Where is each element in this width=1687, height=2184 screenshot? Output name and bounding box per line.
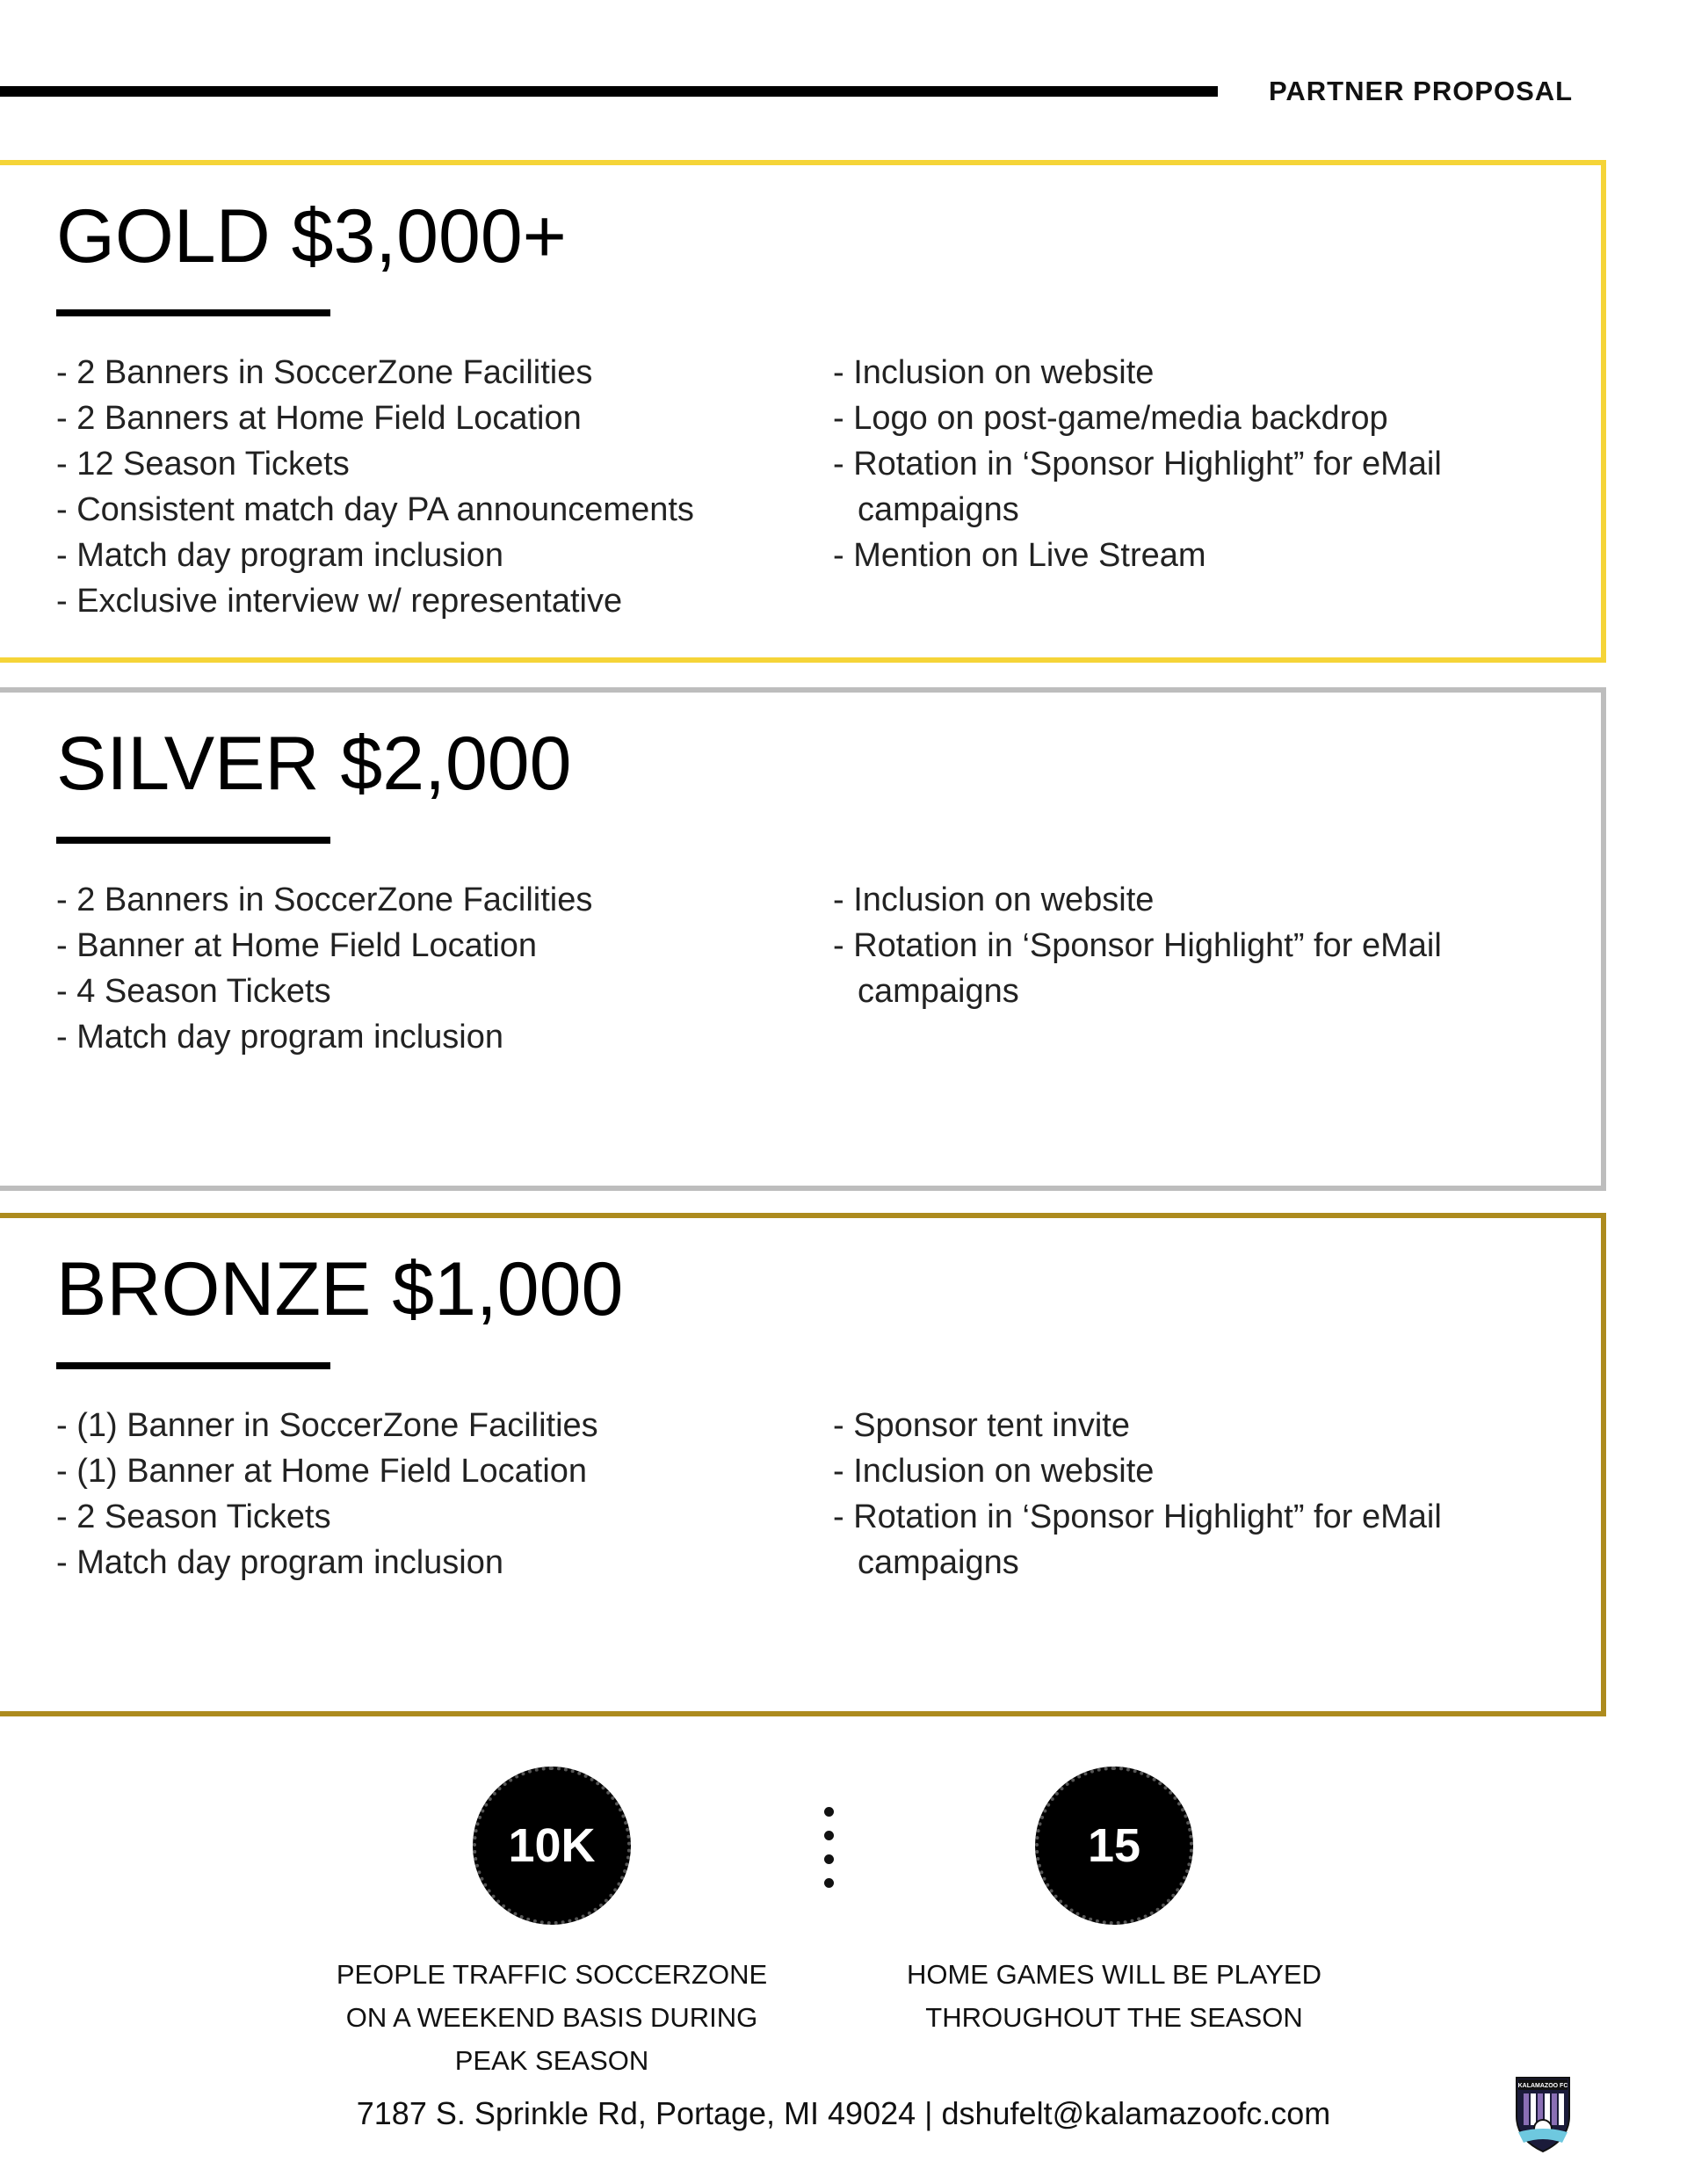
benefit-item: - (1) Banner in SoccerZone Facilities xyxy=(56,1407,598,1444)
bronze-tier-title: BRONZE $1,000 xyxy=(56,1247,624,1331)
benefit-item: - 2 Banners in SoccerZone Facilities xyxy=(56,354,593,391)
benefit-item: - 2 Season Tickets xyxy=(56,1498,331,1535)
club-crest-icon xyxy=(1511,2074,1575,2155)
silver-benefits-left xyxy=(56,877,777,1060)
crest-lettering: KALAMAZOO FC xyxy=(1517,2083,1568,2089)
benefit-item: - Match day program inclusion xyxy=(56,1019,503,1056)
benefit-item: - Match day program inclusion xyxy=(56,537,503,574)
benefit-item: - Rotation in ‘Sponsor Highlight” for eMail campaigns xyxy=(833,927,1442,1010)
title-underline xyxy=(56,837,330,844)
header-rule xyxy=(0,86,1218,97)
bronze-benefits-left xyxy=(56,1403,777,1585)
benefit-item: - Banner at Home Field Location xyxy=(56,927,538,964)
benefit-item: - Rotation in ‘Sponsor Highlight” for eMail campaigns xyxy=(833,1498,1442,1581)
benefit-item: - 2 Banners in SoccerZone Facilities xyxy=(56,882,593,918)
silver-tier-panel xyxy=(0,687,1606,1191)
title-underline xyxy=(56,1362,330,1369)
benefit-item: - Match day program inclusion xyxy=(56,1544,503,1581)
footer-contact: 7187 S. Sprinkle Rd, Portage, MI 49024 | dshufelt@kalamazoofc.com xyxy=(356,2095,1331,2131)
benefit-item: - Inclusion on website xyxy=(833,354,1155,391)
benefit-item: - Sponsor tent invite xyxy=(833,1407,1130,1444)
benefit-item: - Inclusion on website xyxy=(833,882,1155,918)
benefit-item: - Consistent match day PA announcements xyxy=(56,491,694,528)
gold-tier-title: GOLD $3,000+ xyxy=(56,194,567,279)
benefit-item: - Exclusive interview w/ representative xyxy=(56,583,623,620)
stat-badge-visitors: 10K xyxy=(473,1767,631,1925)
benefit-item: - 2 Banners at Home Field Location xyxy=(56,400,582,437)
gold-benefits-right xyxy=(833,350,1589,578)
stat-badge-home-games: 15 xyxy=(1035,1767,1193,1925)
silver-tier-title: SILVER $2,000 xyxy=(56,722,572,806)
bronze-benefits-right xyxy=(833,1403,1589,1585)
document-label: PARTNER PROPOSAL xyxy=(1269,76,1574,106)
bronze-tier-panel xyxy=(0,1213,1606,1716)
benefit-item: - (1) Banner at Home Field Location xyxy=(56,1453,588,1490)
dotted-divider xyxy=(824,1807,836,1902)
silver-benefits-right xyxy=(833,877,1589,1014)
benefit-item: - Inclusion on website xyxy=(833,1453,1155,1490)
benefit-item: - Mention on Live Stream xyxy=(833,537,1206,574)
gold-benefits-left xyxy=(56,350,777,624)
gold-tier-panel xyxy=(0,160,1606,663)
stat-caption-visitors: PEOPLE TRAFFIC SOCCERZONE ON A WEEKEND BASIS DURING PEAK SEASON xyxy=(336,1959,768,2076)
benefit-item: - Logo on post-game/media backdrop xyxy=(833,400,1388,437)
title-underline xyxy=(56,309,330,316)
benefit-item: - 4 Season Tickets xyxy=(56,973,331,1010)
benefit-item: - Rotation in ‘Sponsor Highlight” for eMail campaigns xyxy=(833,446,1442,528)
benefit-item: - 12 Season Tickets xyxy=(56,446,350,483)
stat-caption-home-games: HOME GAMES WILL BE PLAYED THROUGHOUT THE SEASON xyxy=(906,1959,1321,2033)
